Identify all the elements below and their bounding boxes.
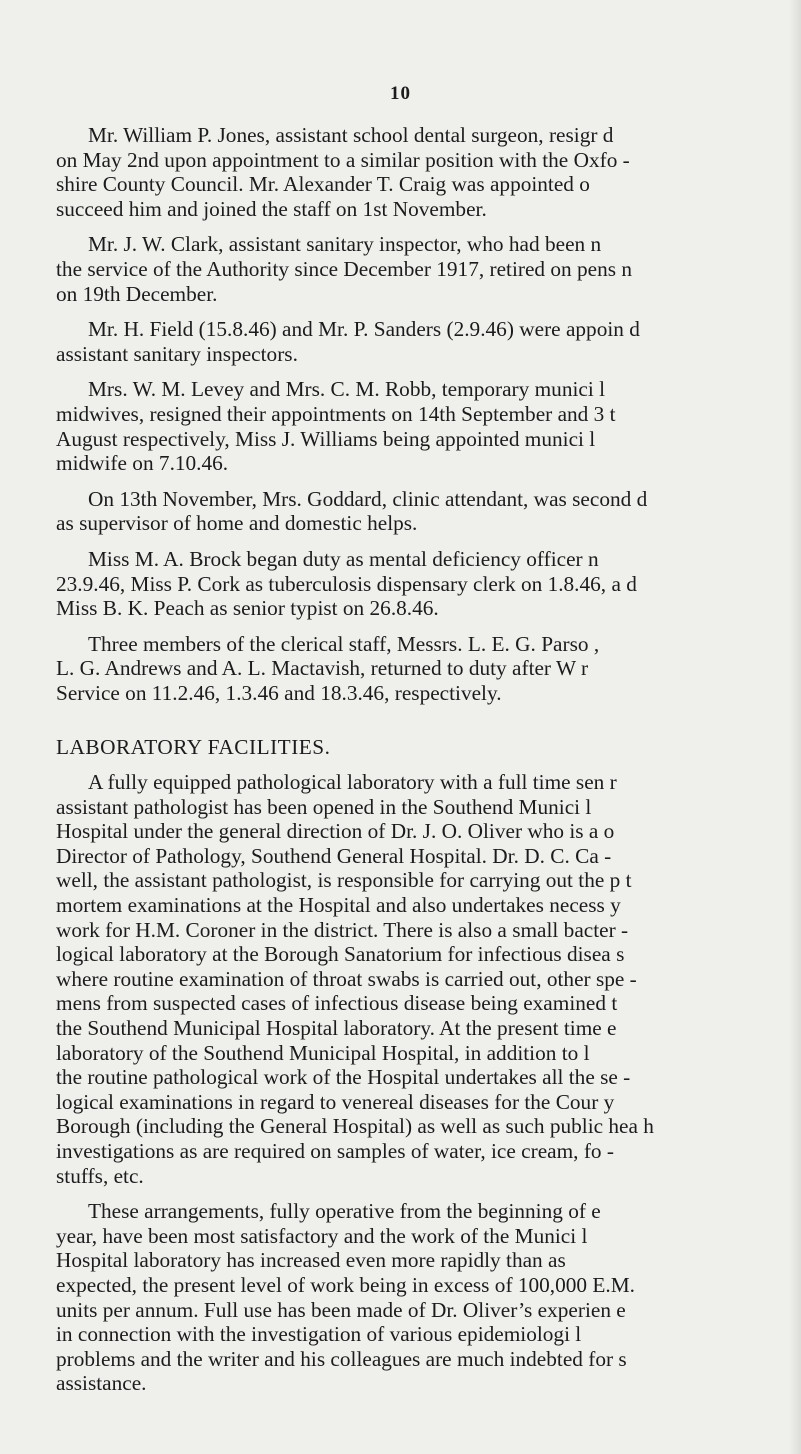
paragraph-sanitary-inspectors-appointed: Mr. H. Field (15.8.46) and Mr. P. Sanders (2.9.46) were appoin d assistant sanitary inspectors.: [56, 317, 640, 366]
body-text: [56, 123, 796, 1407]
paragraph-clerical-staff: Three members of the clerical staff, Messrs. L. E. G. Parso , L. G. Andrews and A. L. Mactavish, returned to duty after W r Service on 11.2.46, 1.3.46 and 18.3.46, respectively.: [56, 631, 600, 705]
page-number: 10: [390, 83, 411, 104]
paragraph-clinic-attendant: On 13th November, Mrs. Goddard, clinic attendant, was second d as supervisor of home and domestic helps.: [56, 486, 648, 536]
paragraph-sanitary-inspector-retired: Mr. J. W. Clark, assistant sanitary inspector, who had been n the service of the Authority since December 1917, retired on pens n on 19th December.: [56, 232, 633, 306]
page-edge-shadow: [789, 0, 801, 1454]
section-heading: LABORATORY FACILITIES.: [56, 735, 331, 760]
paragraph-midwives: Mrs. W. M. Levey and Mrs. C. M. Robb, temporary munici l midwives, resigned their appointments on 14th September and 3 t August respectively, Miss J. Williams being appointed munici l midwife on 7.10.46.: [56, 377, 616, 476]
paragraph-laboratory: A fully equipped pathological laboratory with a full time sen r assistant pathologist has been opened in the Southend Munici l Hospital under the general direction of Dr. J. O. Oliver who is a o Director of Pathology, Southend General Hospital. Dr. D. C. Ca - well, the assistant pathologist, is responsible for carrying out the p t mortem examinations at the Hospital and also undertakes necess y work for H.M. Coroner in the district. There is also a small bacter - logical laboratory at the Borough Sanatorium for infectious disea s where routine examination of throat swabs is carried out, other spe - mens from suspected cases of infectious disease being examined t the Southend Municipal Hospital laboratory. At the present time e laboratory of the Southend Municipal Hospital, in addition to l the routine pathological work of the Hospital undertakes all the se - logical examinations in regard to venereal diseases for the Cour y Borough (including the General Hospital) as well as such public hea h investigations as are required on samples of water, ice cream, fo - stuffs, etc.: [56, 770, 654, 1188]
paragraph-dental-surgeon: Mr. William P. Jones, assistant school dental surgeon, resigr d on May 2nd upon appointment to a similar position with the Oxfo - shire County Council. Mr. Alexander T. Craig was appointed o succeed him and joined the staff on 1st November.: [56, 123, 630, 221]
paragraph-new-appointments: Miss M. A. Brock began duty as mental deficiency officer n 23.9.46, Miss P. Cork as tuberculosis dispensary clerk on 1.8.46, a d Miss B. K. Peach as senior typist on 26.8.46.: [56, 546, 637, 621]
paragraph-arrangements: These arrangements, fully operative from the beginning of e year, have been most satisfactory and the work of the Munici l Hospital laboratory has increased even more rapidly than as expected, the present level of work being in excess of 100,000 E.M. units per annum. Full use has been made of Dr. Oliver’s experien e in connection with the investigation of various epidemiologi l problems and the writer and his colleagues are much indebted for s assistance.: [56, 1199, 635, 1396]
